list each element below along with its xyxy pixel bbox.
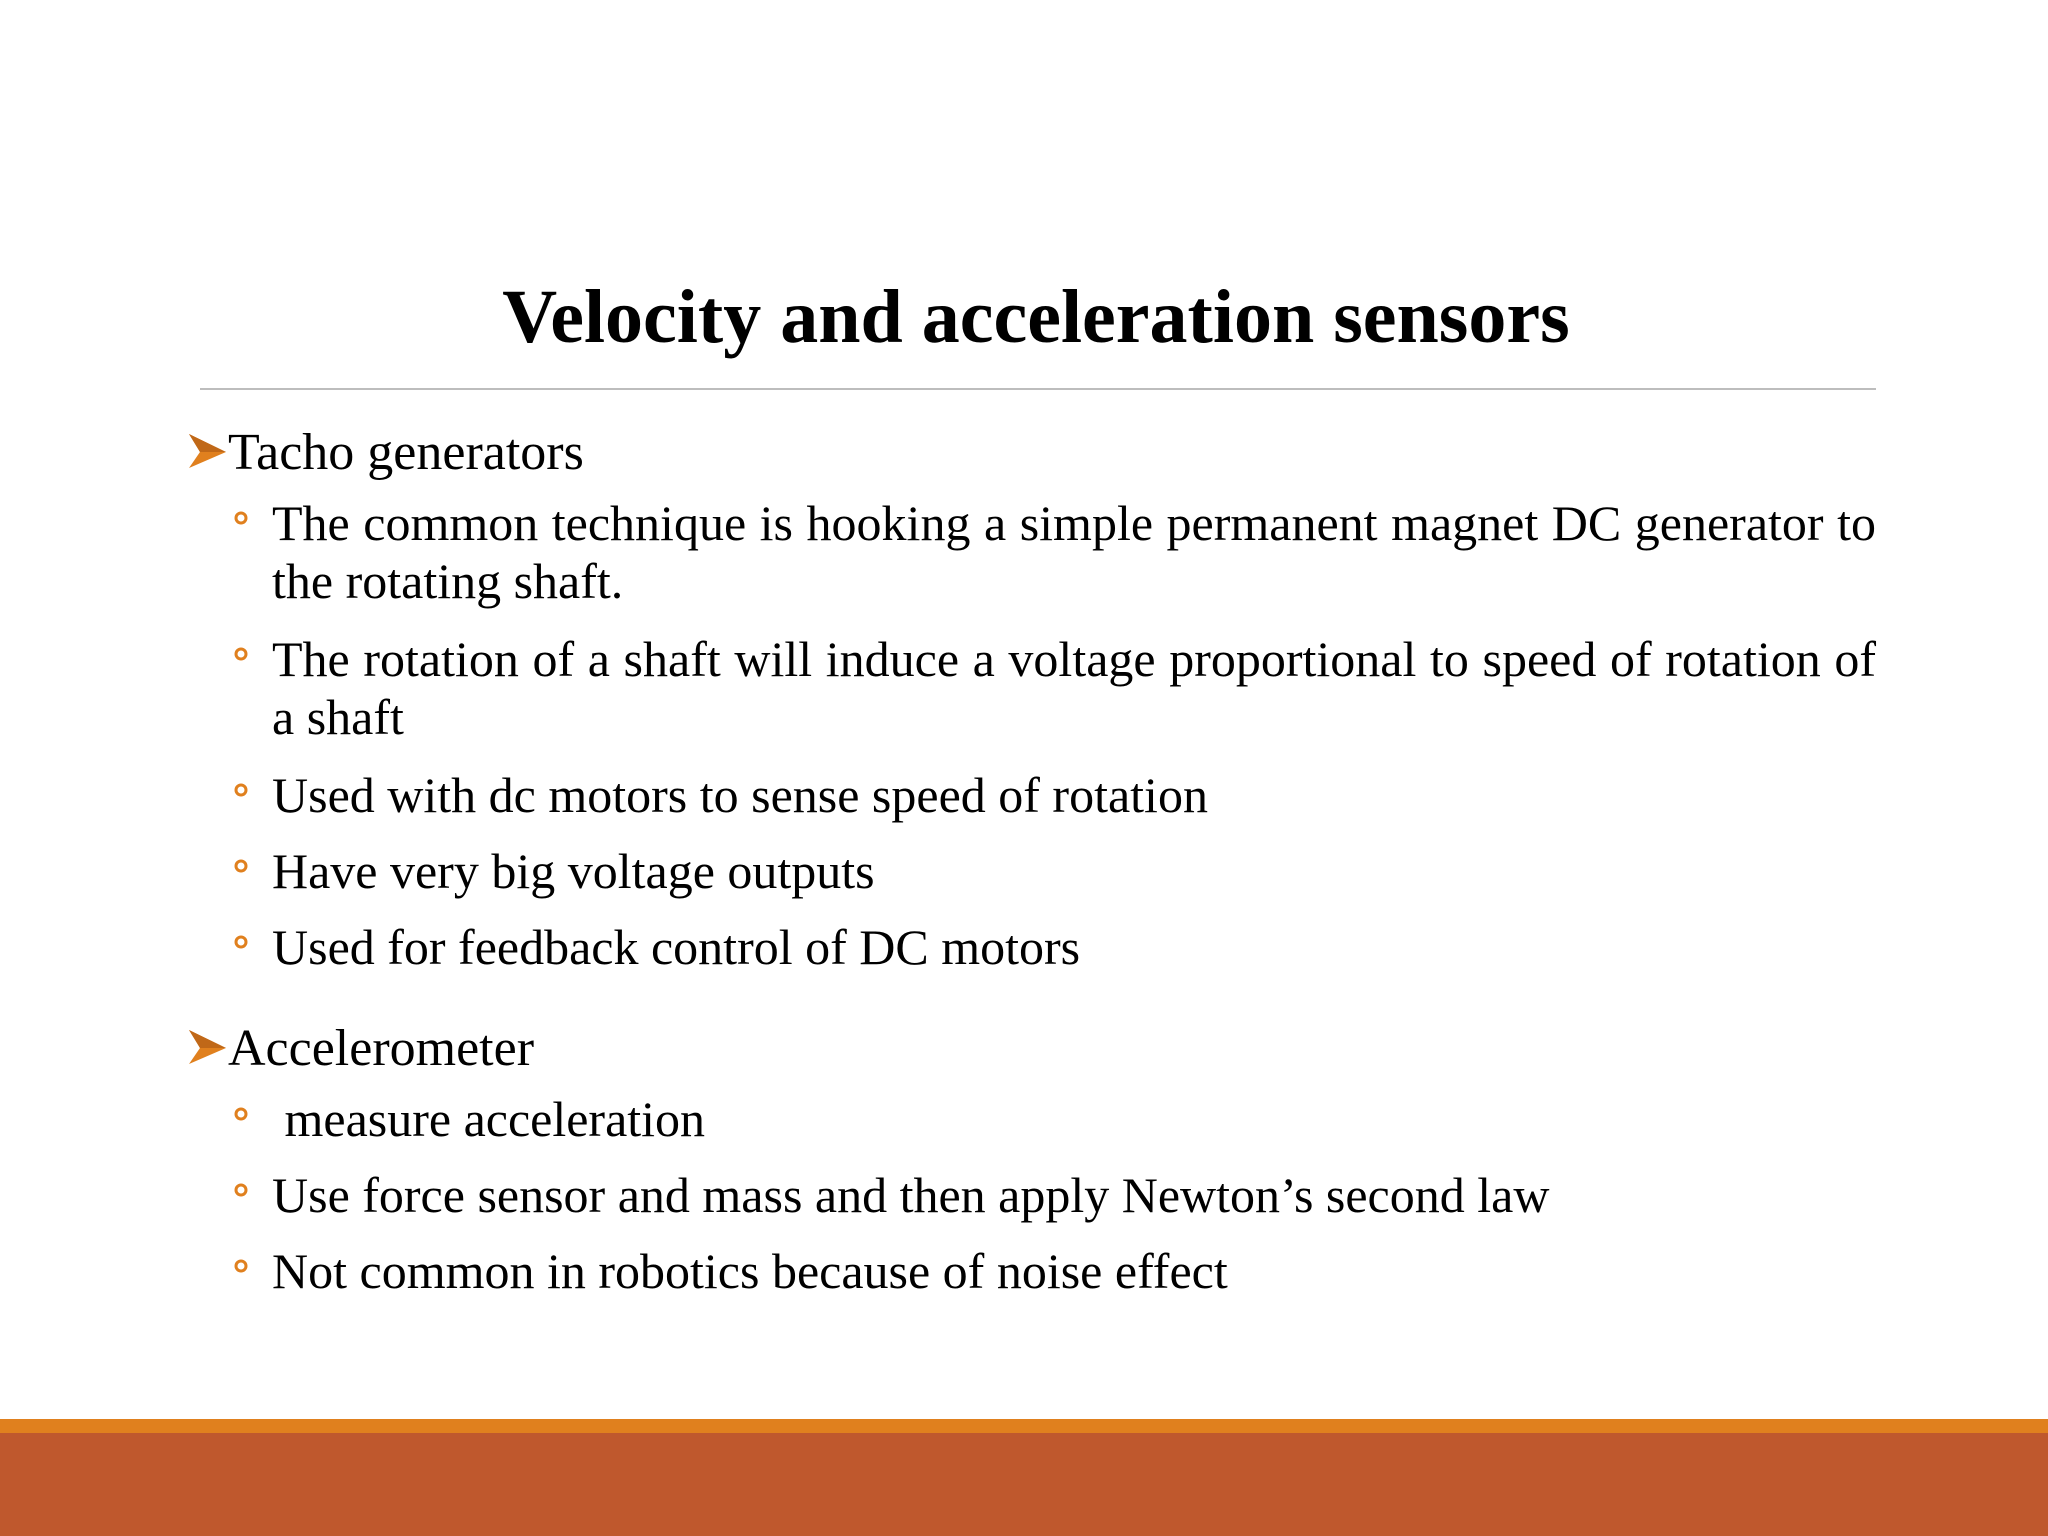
footer-bar (0, 1433, 2048, 1536)
section-accelerometer (186, 1018, 1876, 1300)
bullet-list (186, 494, 1876, 976)
list-item (186, 630, 1876, 746)
list-item-text: Used with dc motors to sense speed of rotation (272, 767, 1208, 823)
list-item-text: Not common in robotics because of noise effect (272, 1243, 1228, 1299)
circle-bullet-icon (226, 766, 256, 824)
circle-bullet-icon (226, 494, 256, 552)
list-item (186, 842, 1876, 900)
arrow-bullet-icon (186, 430, 228, 470)
slide-title: Velocity and acceleration sensors (502, 275, 1570, 359)
bullet-list (186, 1090, 1876, 1300)
list-item-text: measure acceleration (272, 1091, 706, 1147)
list-item (186, 494, 1876, 610)
circle-bullet-icon (226, 1242, 256, 1300)
list-item-text: Use force sensor and mass and then apply Newton’s second law (272, 1167, 1550, 1223)
section-heading-row (186, 1018, 1876, 1080)
list-item-text: Have very big voltage outputs (272, 843, 875, 899)
circle-bullet-icon (226, 1090, 256, 1148)
list-item-text: The rotation of a shaft will induce a voltage proportional to speed of rotation of a shaft (272, 631, 1876, 745)
list-item (186, 1242, 1876, 1300)
list-item (186, 918, 1876, 976)
section-heading: Tacho generators (228, 424, 584, 481)
list-item-text: The common technique is hooking a simple permanent magnet DC generator to the rotating shaft. (272, 495, 1876, 609)
circle-bullet-icon (226, 842, 256, 900)
title-divider (200, 388, 1876, 390)
circle-bullet-icon (226, 918, 256, 976)
list-item (186, 766, 1876, 824)
list-item-text: Used for feedback control of DC motors (272, 919, 1081, 975)
circle-bullet-icon (226, 1166, 256, 1224)
section-tacho-generators (186, 422, 1876, 976)
section-heading-row (186, 422, 1876, 484)
arrow-bullet-icon (186, 1026, 228, 1066)
circle-bullet-icon (226, 630, 256, 688)
list-item (186, 1166, 1876, 1224)
list-item (186, 1090, 1876, 1148)
section-heading: Accelerometer (228, 1020, 535, 1077)
footer-accent-line (0, 1419, 2048, 1433)
